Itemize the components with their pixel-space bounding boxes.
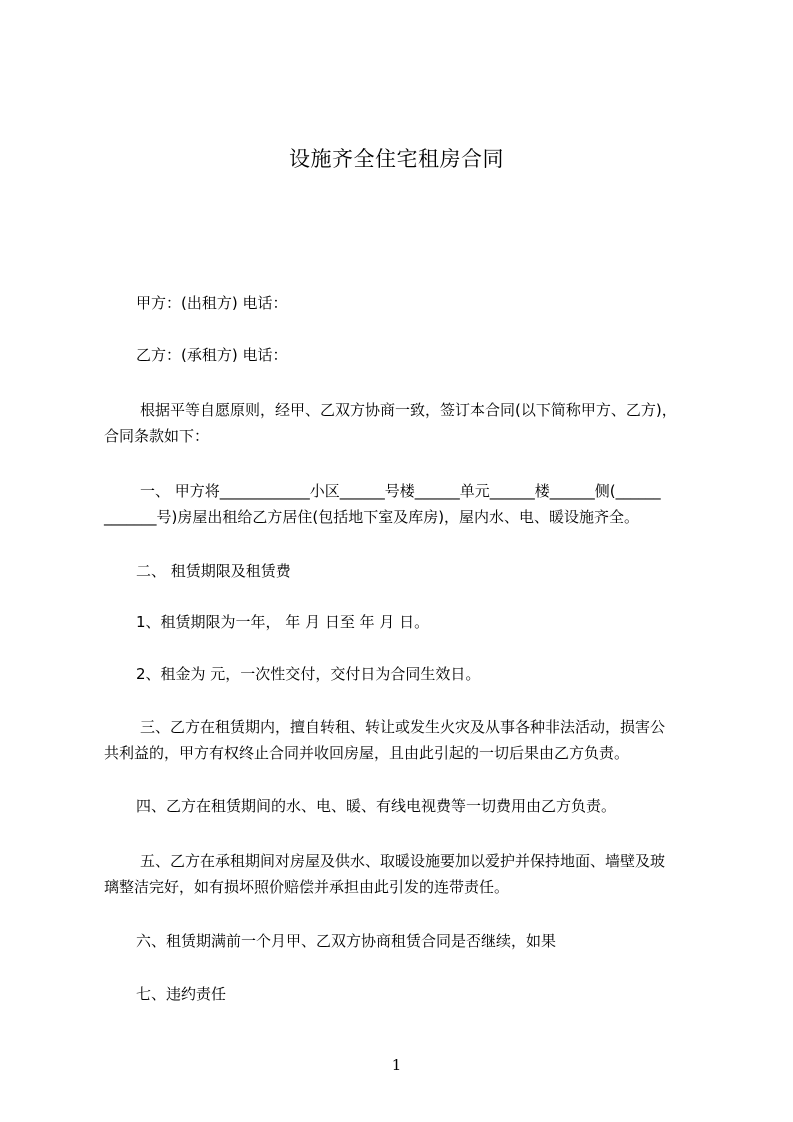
clause-1-paragraph <box>104 478 704 530</box>
party-a-line <box>104 290 704 316</box>
page-number: 1 <box>391 1056 402 1074</box>
clause-1-line-1: 一、 甲方将____________小区______号楼______单元______楼______侧(______ <box>140 482 661 500</box>
clause-4-text: 四、乙方在租赁期间的水、电、暖、有线电视费等一切费用由乙方负责。 <box>136 797 617 815</box>
clause-2-text: 二、 租赁期限及租赁费 <box>136 562 291 580</box>
preamble-paragraph <box>104 397 704 449</box>
clause-4-line <box>104 793 704 819</box>
clause-6-line <box>104 928 704 954</box>
clause-3-paragraph <box>104 714 704 766</box>
clause-5-line-2: 璃整洁完好，如有损坏照价赔偿并承担由此引发的连带责任。 <box>104 878 510 896</box>
clause-1-line-2: _______号)房屋出租给乙方居住(包括地下室及库房)，屋内水、电、暖设施齐全。 <box>104 508 640 526</box>
preamble-line-1: 根据平等自愿原则，经甲、乙双方协商一致，签订本合同(以下简称甲方、乙方)， <box>140 401 677 419</box>
party-a-text: 甲方：(出租方) 电话： <box>136 294 288 312</box>
clause-6-text: 六、租赁期满前一个月甲、乙双方协商租赁合同是否继续，如果 <box>136 932 557 950</box>
clause-5-paragraph <box>104 848 704 900</box>
clause-3-line-1: 三、乙方在租赁期内，擅自转租、转让或发生火灾及从事各种非法活动，损害公 <box>140 718 666 736</box>
clause-5-line-1: 五、乙方在承租期间对房屋及供水、取暖设施要加以爱护并保持地面、墙壁及玻 <box>140 852 666 870</box>
clause-7-heading <box>104 981 704 1007</box>
party-b-line <box>104 342 704 368</box>
clause-2-1-line <box>104 609 704 635</box>
clause-3-line-2: 共利益的，甲方有权终止合同并收回房屋，且由此引起的一切后果由乙方负责。 <box>104 744 630 762</box>
preamble-line-2: 合同条款如下： <box>104 427 210 445</box>
clause-2-1-text: 1、租赁期限为一年， 年 月 日至 年 月 日。 <box>136 613 430 631</box>
clause-2-heading <box>104 558 704 584</box>
clause-2-2-text: 2、租金为 元，一次性交付，交付日为合同生效日。 <box>136 665 481 683</box>
clause-7-text: 七、违约责任 <box>136 985 227 1003</box>
party-b-text: 乙方：(承租方) 电话： <box>136 346 288 364</box>
document-title: 设施齐全住宅租房合同 <box>289 147 504 171</box>
clause-2-2-line <box>104 661 704 687</box>
